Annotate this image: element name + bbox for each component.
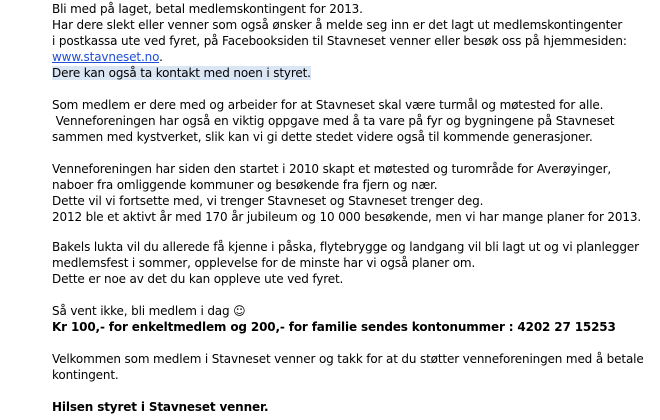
website-link[interactable]: www.stavneset.no — [52, 50, 160, 64]
signoff-paragraph — [52, 399, 652, 415]
text-line: Har dere slekt eller venner som også ønsker å melde seg inn er det lagt ut medlemskontingenter — [52, 18, 623, 32]
contact-board-text: Dere kan også ta kontakt med noen i styret. — [52, 66, 311, 80]
text-line: i postkassa ute ved fyret, på Facebooksiden til Stavneset venner eller besøk oss på hjemmesiden: — [52, 34, 627, 48]
paragraph-member-role — [52, 97, 652, 145]
text-line: Bakels lukta vil du allerede få kjenne i påska, flytebrygge og landgang vil bli lagt ut og vi planlegger — [52, 240, 639, 254]
text-line: Som medlem er dere med og arbeider for at Stavneset skal være turmål og møtested for alle. — [52, 98, 604, 112]
paragraph-membership-intro — [52, 1, 652, 81]
text-line: Velkommen som medlem i Stavneset venner og takk for at du støtter venneforeningen med å betale — [52, 352, 644, 366]
paragraph-history — [52, 161, 652, 225]
text-line: Så vent ikke, bli medlem i dag ☺ — [52, 304, 246, 318]
highlighted-line — [52, 65, 652, 81]
text-line: sammen med kystverket, slik kan vi gi dette stedet videre også til kommende generasjoner. — [52, 130, 593, 144]
paragraph-payment — [52, 303, 652, 335]
text-line: kontingent. — [52, 368, 119, 382]
paragraph-welcome — [52, 351, 652, 383]
link-line — [52, 49, 652, 65]
text-line: Venneforeningen har også en viktig oppgave med å ta vare på fyr og bygningene på Stavneset — [52, 114, 615, 128]
text-line: naboer fra omliggende kommuner og besøkende fra fjern og nær. — [52, 178, 438, 192]
text-line: Venneforeningen har siden den startet i 2010 skapt et møtested og turområde for Averøyinger, — [52, 162, 612, 176]
paragraph-plans — [52, 239, 652, 287]
text-line: Bli med på laget, betal medlemskontingent for 2013. — [52, 2, 363, 16]
link-suffix: . — [159, 50, 163, 64]
text-line: 2012 ble et aktivt år med 170 år jubileum og 10 000 besøkende, men vi har mange planer for 2013. — [52, 210, 642, 224]
text-line: medlemsfest i sommer, opplevelse for de minste har vi også planer om. — [52, 256, 476, 270]
text-line: Dette vil vi fortsette med, vi trenger Stavneset og Stavneset trenger deg. — [52, 194, 484, 208]
payment-details: Kr 100,- for enkeltmedlem og 200,- for familie sendes kontonummer : 4202 27 15253 — [52, 320, 616, 334]
signoff: Hilsen styret i Stavneset venner. — [52, 400, 269, 414]
text-line: Dette er noe av det du kan oppleve ute ved fyret. — [52, 272, 344, 286]
